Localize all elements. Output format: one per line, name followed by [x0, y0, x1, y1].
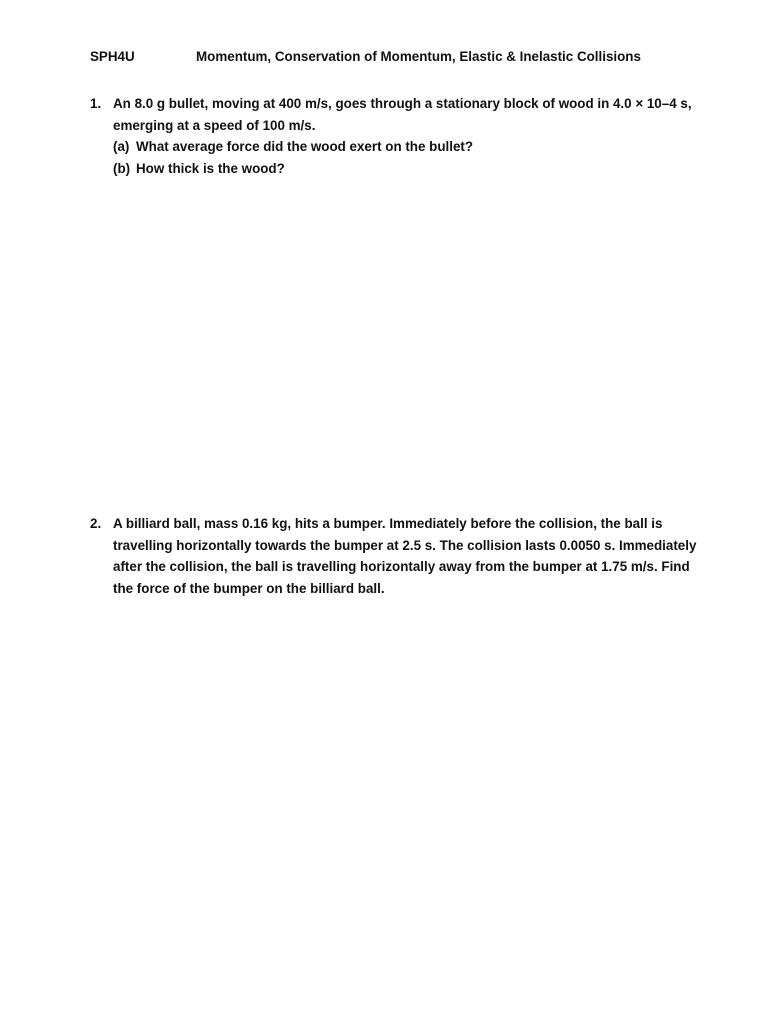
question-part-a — [113, 136, 700, 158]
answer-space-1 — [90, 182, 700, 502]
answer-space-2 — [90, 605, 700, 1005]
course-code: SPH4U — [90, 49, 135, 64]
question-1 — [90, 93, 700, 180]
page-header — [90, 46, 690, 66]
worksheet-title: Momentum, Conservation of Momentum, Elastic & Inelastic Collisions — [196, 49, 641, 64]
question-2 — [90, 513, 700, 600]
question-number: 2. — [90, 516, 102, 531]
question-text: A billiard ball, mass 0.16 kg, hits a bumper. Immediately before the collision, the ball is travelling horizontally towards the bumper at 2.5 s. The collision lasts 0.0050 s. Immediately after the collision, the ball is travelling horizontally away from the bumper at 1.75 m/s. Find the force of the bumper on the billiard ball. — [113, 516, 697, 597]
part-text: What average force did the wood exert on the bullet? — [136, 139, 474, 155]
part-label: (a) — [113, 139, 130, 155]
question-number: 1. — [90, 96, 102, 111]
question-part-b — [113, 158, 700, 180]
part-text: How thick is the wood? — [136, 161, 285, 177]
part-label: (b) — [113, 161, 131, 177]
question-text: An 8.0 g bullet, moving at 400 m/s, goes through a stationary block of wood in 4.0 × 10–4 s, emerging at a speed of 100 m/s. — [113, 96, 692, 133]
